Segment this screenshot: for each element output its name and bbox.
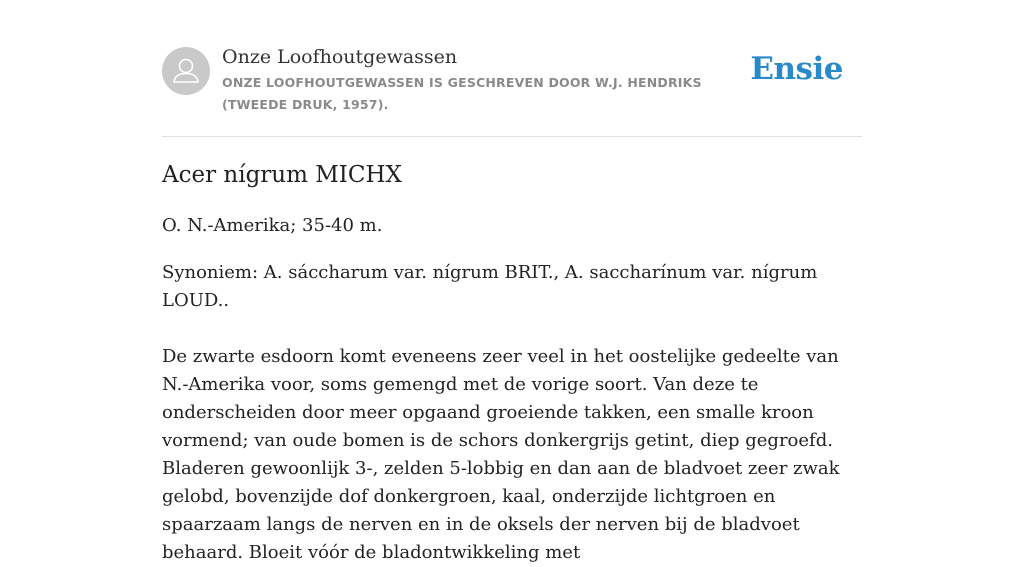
entry-description: De zwarte esdoorn komt eveneens zeer veel in het oostelijke gedeelte van N.-Amerika voor, soms gemengd met de vorige soort. Van deze te onderscheiden door meer opgaand groeiende takken, een smalle kroon vormend; van oude bomen is de schors donkergrijs getint, diep gegroefd. Bladeren gewoonlijk 3-, zelden 5-lobbig en dan aan de bladvoet zeer zwak gelobd, bovenzijde dof donkergroen, kaal, onderzijde lichtgroen en spaarzaam langs de nerven en in de oksels der nerven bij de bladvoet behaard. Bloeit vóór de bladontwikkeling met	[162, 346, 840, 563]
entry-content	[162, 158, 862, 567]
user-icon[interactable]	[162, 47, 210, 95]
entry-title: Acer nígrum MICHX	[162, 162, 402, 188]
entry-location: O. N.-Amerika; 35-40 m.	[162, 215, 383, 236]
ensie-logo-link[interactable]: Ensie	[750, 51, 843, 87]
book-subtitle: ONZE LOOFHOUTGEWASSEN IS GESCHREVEN DOOR W.J. HENDRIKS (TWEEDE DRUK, 1957).	[222, 75, 702, 112]
book-title[interactable]: Onze Loofhoutgewassen	[222, 46, 458, 68]
entry-synonyms: Synoniem: A. sáccharum var. nígrum BRIT., A. saccharínum var. nígrum LOUD..	[162, 262, 818, 311]
book-header	[162, 46, 862, 137]
